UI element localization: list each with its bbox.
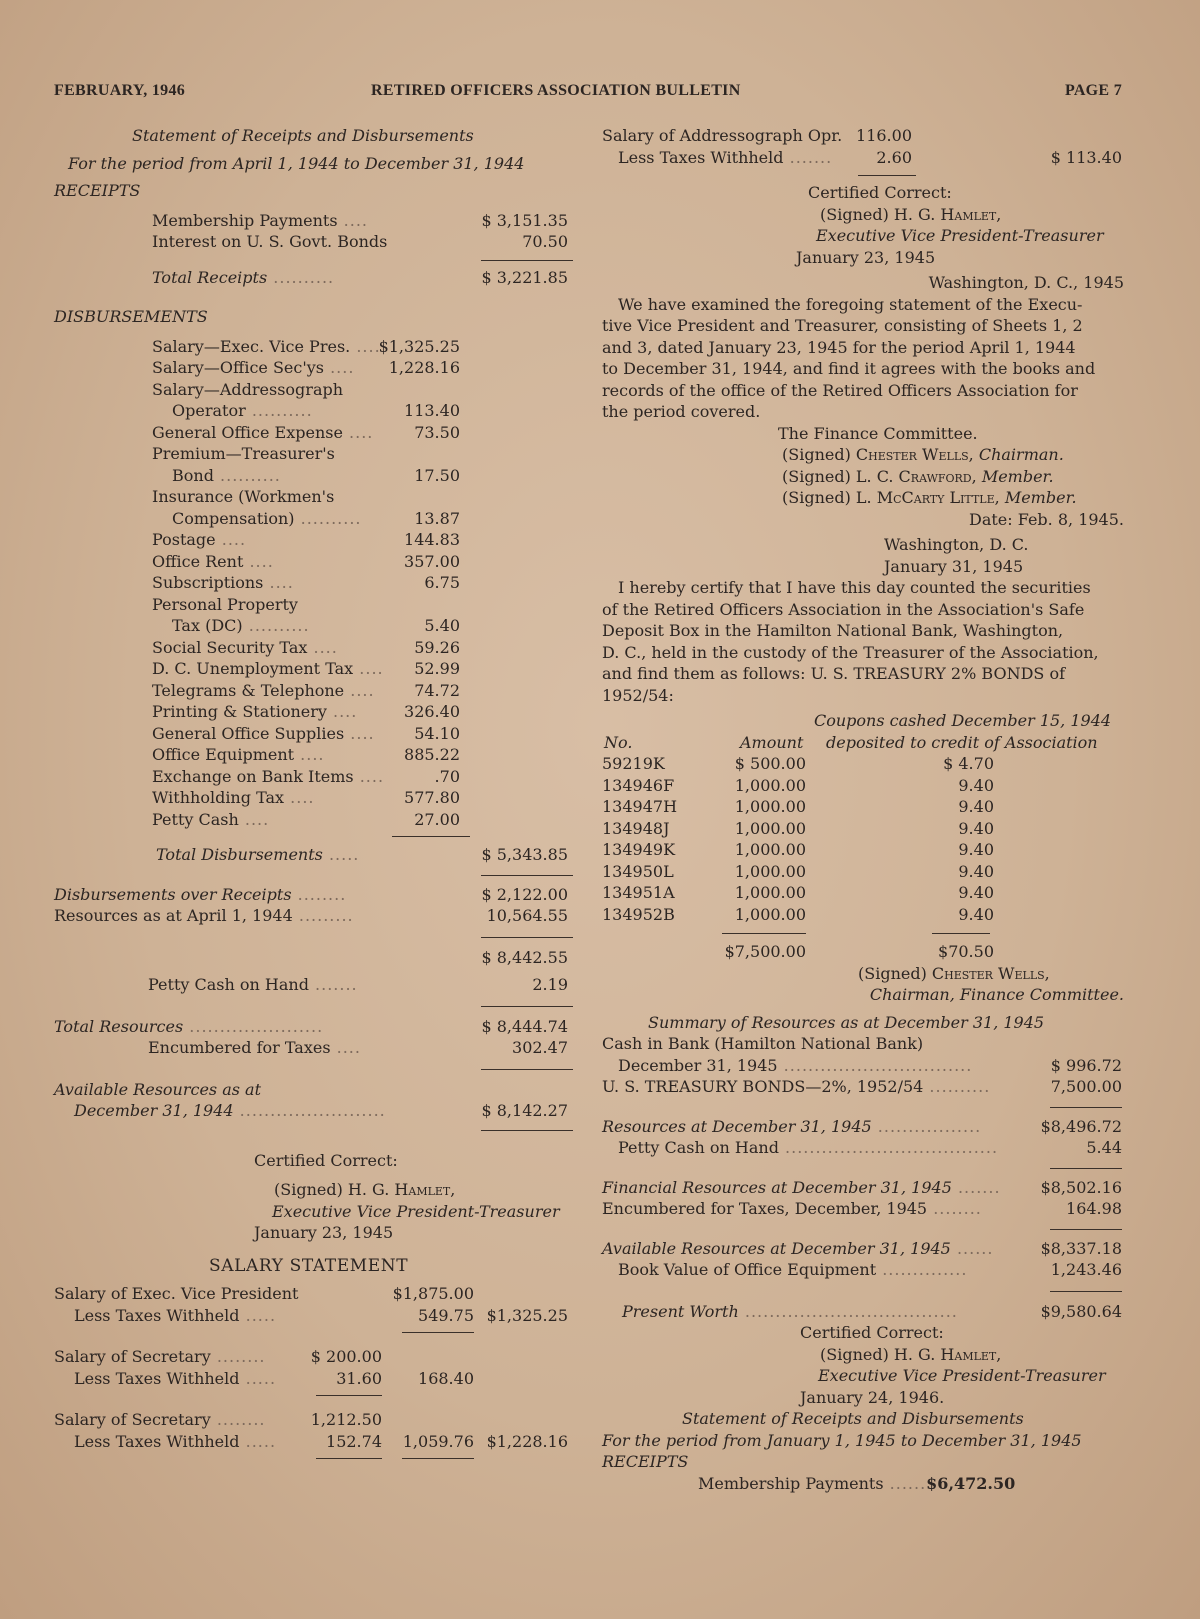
subtotal-row: $ 8,442.55	[481, 947, 568, 967]
disbursement-amount: 27.00	[414, 809, 460, 829]
disbursement-row: Subscriptions .... 6.75	[152, 573, 460, 592]
certification-paragraph	[602, 577, 1124, 706]
exam-line: and 3, dated January 23, 1945 for the period April 1, 1944	[602, 337, 1076, 357]
page-number: PAGE 7	[1064, 82, 1122, 99]
bond-row	[602, 904, 1124, 926]
available-dec-row: Available Resources at December 31, 1945 ...... $8,337.18	[602, 1238, 1122, 1258]
coupon-amount: 9.40	[958, 775, 994, 795]
disbursement-list	[54, 336, 580, 831]
signature-crawford: (Signed) L. C. Crawford, Member.	[782, 466, 1054, 486]
available-label-1: Available Resources as at	[54, 1079, 262, 1099]
certification-line: D. C., held in the custody of the Treasurer of the Association,	[602, 642, 1099, 662]
cert2-signed: (Signed) H. G. Hamlet,	[820, 1344, 1002, 1364]
disbursement-row: Office Equipment .... 885.22	[152, 745, 460, 764]
cert-signed: (Signed) H. G. Hamlet,	[274, 1180, 456, 1199]
bond-row	[602, 753, 1124, 775]
disbursement-row: Exchange on Bank Items .... .70	[152, 766, 460, 786]
exam-line: to December 31, 1944, and find it agrees with the books and	[602, 359, 1096, 378]
disbursement-amount: 73.50	[414, 422, 460, 442]
coupon-amount: 9.40	[958, 904, 994, 924]
coupon-amount: 9.40	[958, 883, 994, 902]
disbursement-amount: 6.75	[424, 573, 460, 592]
disbursement-amount: 326.40	[404, 702, 460, 721]
bonds-value-row: U. S. TREASURY BONDS—2%, 1952/54 .......... 7,500.00	[602, 1077, 1122, 1096]
disbursement-amount: 885.22	[404, 745, 460, 764]
disbursement-row: Salary—Exec. Vice Pres. .... $1,325.25	[152, 336, 460, 356]
signature-date: Date: Feb. 8, 1945.	[968, 509, 1124, 529]
disbursement-amount: 357.00	[404, 551, 460, 571]
disbursement-amount: 52.99	[414, 659, 460, 678]
bonds-table-header: No. Amount deposited to credit of Association	[604, 732, 1098, 752]
statement-period: For the period from April 1, 1944 to December 31, 1944	[68, 153, 525, 173]
cert2-date: January 24, 1946.	[800, 1387, 945, 1407]
salary-sec2-row: Salary of Secretary ........ 1,212.50	[54, 1410, 382, 1429]
disbursement-row-cont: Operator .......... 113.40	[172, 401, 460, 420]
exam-paragraph	[602, 294, 1124, 423]
disbursement-row: Insurance (Workmen's	[152, 487, 335, 506]
disbursement-row: Office Rent .... 357.00	[152, 551, 460, 571]
disbursement-amount: 5.40	[424, 616, 460, 635]
disbursement-amount: 74.72	[414, 680, 460, 700]
coupon-amount: $ 4.70	[943, 754, 994, 773]
disbursement-row: Premium—Treasurer's	[152, 444, 335, 463]
bond-number: 134952B	[602, 904, 675, 924]
cert-label: Certified Correct:	[254, 1150, 398, 1170]
issue-date: FEBRUARY, 1946	[54, 82, 186, 99]
bond-number: 134946F	[602, 775, 675, 795]
bond-number: 134947H	[602, 797, 678, 816]
bond-number: 134950L	[602, 861, 674, 881]
cert1-signed: (Signed) H. G. Hamlet,	[820, 204, 1002, 224]
salary-sec1-tax-row: Less Taxes Withheld ..... 31.60 168.40	[74, 1368, 474, 1388]
resources-april-row: Resources as at April 1, 1944 ......... 10,564.55	[54, 906, 568, 925]
addr-row: Salary of Addressograph Opr. 116.00	[602, 126, 912, 145]
statement2-title: Statement of Receipts and Disbursements	[682, 1409, 1024, 1428]
disbursement-row-cont: Bond .......... 17.50	[172, 465, 460, 485]
disbursement-row: D. C. Unemployment Tax .... 52.99	[152, 659, 460, 678]
disbursement-amount: $1,325.25	[378, 336, 460, 356]
exam-line: We have examined the foregoing statement of the Execu-	[618, 294, 1083, 314]
exam-line: records of the office of the Retired Officers Association for	[602, 380, 1078, 400]
bond-amount: $ 500.00	[734, 754, 806, 773]
cert-date: January 23, 1945	[254, 1223, 394, 1242]
disbursement-row: General Office Supplies .... 54.10	[152, 723, 460, 743]
bond-amount: 1,000.00	[734, 904, 806, 924]
coupon-amount: 9.40	[958, 861, 994, 881]
running-header	[54, 82, 1122, 104]
resources-dec-row: Resources at December 31, 1945 ................. $8,496.72	[602, 1116, 1122, 1136]
place2-date: January 31, 1945	[884, 556, 1024, 576]
bond-row	[602, 775, 1124, 797]
disbursement-row: Personal Property	[152, 594, 298, 614]
receipts-heading: RECEIPTS	[54, 181, 141, 200]
signature-wells: (Signed) Chester Wells, Chairman.	[782, 445, 1064, 464]
statement2-receipts-heading: RECEIPTS	[602, 1452, 689, 1471]
total-disbursements-row: Total Disbursements ..... $ 5,343.85	[156, 845, 568, 864]
receipt-row: Membership Payments .... $ 3,151.35	[152, 210, 568, 230]
coupon-amount: 9.40	[958, 797, 994, 816]
bond-number: 134948J	[602, 818, 670, 838]
disbursement-row-cont: Tax (DC) .......... 5.40	[172, 616, 460, 635]
encumbered-row: Encumbered for Taxes .... 302.47	[148, 1038, 568, 1057]
salary-evp-row: Salary of Exec. Vice President $1,875.00	[54, 1284, 474, 1303]
bond-amount: 1,000.00	[734, 840, 806, 859]
coupons-heading: Coupons cashed December 15, 1944	[814, 711, 1112, 730]
salary-heading: SALARY STATEMENT	[209, 1255, 409, 1276]
disbursement-amount: 17.50	[414, 465, 460, 485]
signature-wells-chairman: (Signed) Chester Wells,	[858, 963, 1050, 983]
bond-amount: 1,000.00	[734, 818, 806, 838]
cert2-title: Executive Vice President-Treasurer	[818, 1366, 1106, 1385]
disbursement-row: Petty Cash .... 27.00	[152, 809, 460, 829]
finance-committee: The Finance Committee.	[778, 423, 978, 443]
summary-title: Summary of Resources as at December 31, 1945	[648, 1012, 1045, 1032]
disbursements-heading: DISBURSEMENTS	[54, 307, 208, 326]
coupon-amount: 9.40	[958, 840, 994, 859]
place1: Washington, D. C., 1945	[928, 273, 1124, 292]
disbursement-amount: 54.10	[414, 723, 460, 743]
bond-row	[602, 861, 1124, 883]
cert1-title: Executive Vice President-Treasurer	[816, 226, 1104, 245]
over-row: Disbursements over Receipts ........ $ 2,122.00	[54, 884, 568, 904]
petty-cash-dec-row: Petty Cash on Hand ................................... 5.44	[618, 1138, 1122, 1157]
bulletin-title: RETIRED OFFICERS ASSOCIATION BULLETIN	[371, 82, 741, 99]
cert1-label: Certified Correct:	[808, 183, 952, 202]
coupon-amount: 9.40	[958, 818, 994, 838]
disbursement-amount: 1,228.16	[388, 358, 460, 377]
encumbered-dec-row: Encumbered for Taxes, December, 1945 ........ 164.98	[602, 1199, 1122, 1218]
book-value-row: Book Value of Office Equipment .............. 1,243.46	[618, 1260, 1122, 1279]
certification-line: I hereby certify that I have this day counted the securities	[618, 578, 1091, 597]
bond-amount: 1,000.00	[734, 797, 806, 816]
salary-sec1-row: Salary of Secretary ........ $ 200.00	[54, 1347, 382, 1366]
statement2-period: For the period from January 1, 1945 to December 31, 1945	[602, 1430, 1082, 1450]
cash-row: December 31, 1945 ............................... $ 996.72	[618, 1055, 1122, 1075]
right-column	[602, 125, 1124, 1494]
statement2-membership-row: Membership Payments ......$6,472.50	[698, 1473, 1016, 1493]
disbursement-row: Withholding Tax .... 577.80	[152, 788, 460, 807]
bond-row	[602, 839, 1124, 861]
certification-line: 1952/54:	[602, 685, 674, 705]
cert2-label: Certified Correct:	[800, 1323, 944, 1342]
certification-line: and find them as follows: U. S. TREASURY 2% BONDS of	[602, 664, 1065, 683]
disbursement-row: Postage .... 144.83	[152, 530, 460, 549]
disbursement-amount: .70	[434, 766, 460, 786]
bond-number: 134949K	[602, 840, 676, 859]
cash-label: Cash in Bank (Hamilton National Bank)	[602, 1034, 924, 1053]
cert-title: Executive Vice President-Treasurer	[272, 1201, 560, 1221]
present-worth-row: Present Worth ................................... $9,580.64	[622, 1301, 1122, 1321]
exam-line: tive Vice President and Treasurer, consisting of Sheets 1, 2	[602, 316, 1083, 335]
bond-row	[602, 818, 1124, 840]
cert1-date: January 23, 1945	[796, 247, 936, 267]
place2: Washington, D. C.	[884, 535, 1029, 554]
certification-line: Deposit Box in the Hamilton National Bank, Washington,	[602, 621, 1064, 640]
disbursement-row: General Office Expense .... 73.50	[152, 422, 460, 442]
disbursement-row: Salary—Office Sec'ys .... 1,228.16	[152, 358, 460, 377]
total-receipts-row: Total Receipts .......... $ 3,221.85	[152, 267, 568, 287]
certification-line: of the Retired Officers Association in the Association's Safe	[602, 599, 1085, 619]
disbursement-row: Telegrams & Telephone .... 74.72	[152, 680, 460, 700]
addr-tax-row: Less Taxes Withheld ....... 2.60 $ 113.40	[618, 147, 1122, 167]
financial-resources-row: Financial Resources at December 31, 1945 ....... $8,502.16	[602, 1177, 1122, 1197]
salary-sec2-tax-row: Less Taxes Withheld ..... 152.74 1,059.76 $1,228.16	[74, 1431, 568, 1451]
disbursement-amount: 113.40	[404, 401, 460, 420]
petty-cash-row: Petty Cash on Hand ....... 2.19	[148, 975, 568, 994]
signature-wells-role: Chairman, Finance Committee.	[869, 985, 1124, 1004]
disbursement-amount: 577.80	[404, 788, 460, 807]
bond-row	[602, 882, 1124, 904]
salary-evp-tax-row: Less Taxes Withheld ..... 549.75 $1,325.25	[74, 1305, 568, 1325]
disbursement-row: Social Security Tax .... 59.26	[152, 637, 460, 657]
disbursement-row: Printing & Stationery .... 326.40	[152, 702, 460, 721]
left-column	[54, 125, 580, 1466]
available-row: December 31, 1944 ........................ $ 8,142.27	[74, 1101, 568, 1120]
bond-row	[602, 796, 1124, 818]
exam-line: the period covered.	[602, 402, 761, 421]
bond-amount: 1,000.00	[734, 775, 806, 795]
disbursement-amount: 59.26	[414, 637, 460, 657]
disbursement-row-cont: Compensation) .......... 13.87	[172, 508, 460, 528]
bond-amount: 1,000.00	[734, 883, 806, 902]
bond-amount: 1,000.00	[734, 861, 806, 881]
disbursement-row: Salary—Addressograph	[152, 379, 344, 399]
bond-number: 134951A	[602, 883, 675, 902]
statement-title: Statement of Receipts and Disbursements	[132, 126, 474, 145]
bond-number: 59219K	[602, 754, 665, 773]
receipt-row: Interest on U. S. Govt. Bonds 70.50	[152, 232, 568, 251]
disbursement-amount: 144.83	[404, 530, 460, 549]
disbursement-amount: 13.87	[414, 508, 460, 528]
total-resources-row: Total Resources ...................... $ 8,444.74	[54, 1016, 568, 1036]
bonds-total-row: $7,500.00 $70.50	[724, 942, 994, 961]
bonds-table	[602, 753, 1124, 925]
signature-little: (Signed) L. McCarty Little, Member.	[782, 488, 1077, 507]
